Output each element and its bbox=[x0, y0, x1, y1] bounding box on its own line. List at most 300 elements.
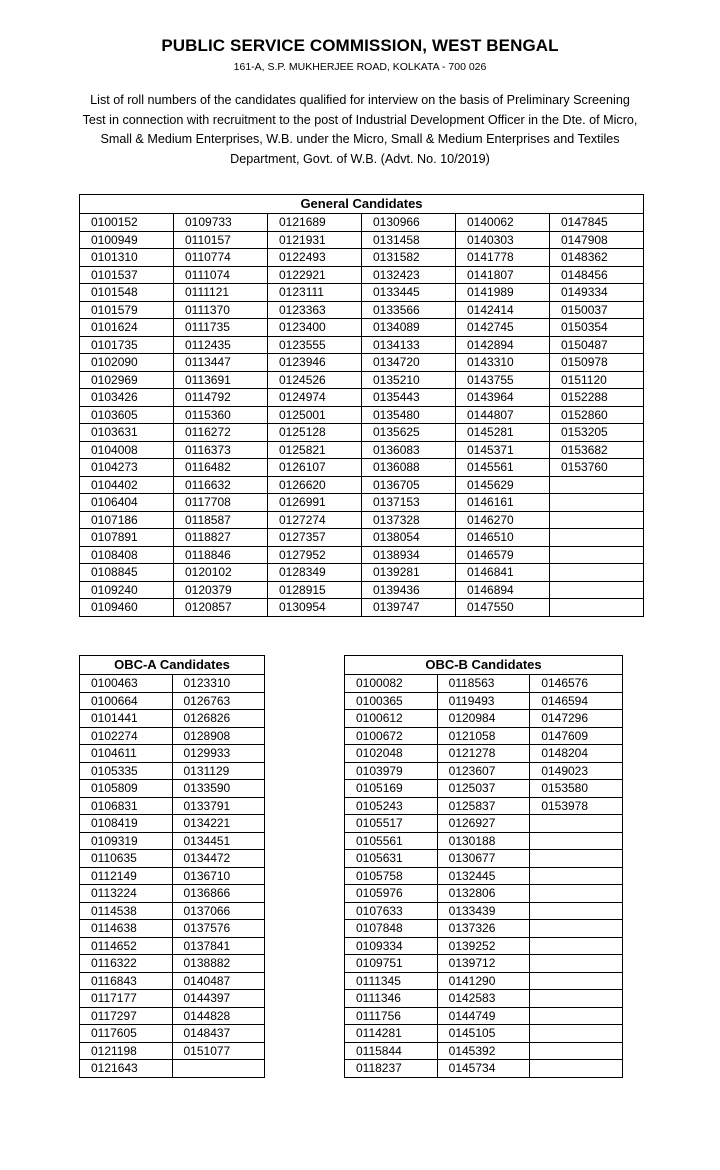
roll-number-cell: 0113224 bbox=[80, 885, 173, 903]
roll-number-cell: 0106831 bbox=[80, 797, 173, 815]
roll-number-cell: 0147845 bbox=[550, 214, 644, 232]
roll-number-cell: 0117605 bbox=[80, 1025, 173, 1043]
roll-number-cell: 0105243 bbox=[345, 797, 438, 815]
roll-number-cell: 0114638 bbox=[80, 920, 173, 938]
table-row bbox=[80, 266, 644, 284]
table-row bbox=[80, 529, 644, 547]
roll-number-cell: 0101579 bbox=[80, 301, 174, 319]
roll-number-cell: 0134133 bbox=[362, 336, 456, 354]
table-row bbox=[80, 1007, 265, 1025]
table-row bbox=[345, 762, 623, 780]
roll-number-cell: 0120102 bbox=[174, 564, 268, 582]
roll-number-cell: 0123946 bbox=[268, 354, 362, 372]
roll-number-cell: 0148204 bbox=[530, 745, 623, 763]
table-row bbox=[80, 710, 265, 728]
roll-number-cell: 0129933 bbox=[172, 745, 265, 763]
roll-number-cell bbox=[530, 1060, 623, 1078]
roll-number-cell: 0145392 bbox=[437, 1042, 530, 1060]
roll-number-cell: 0101735 bbox=[80, 336, 174, 354]
roll-number-cell: 0130966 bbox=[362, 214, 456, 232]
roll-number-cell: 0145105 bbox=[437, 1025, 530, 1043]
roll-number-cell: 0152288 bbox=[550, 389, 644, 407]
roll-number-cell: 0138054 bbox=[362, 529, 456, 547]
roll-number-cell: 0150354 bbox=[550, 319, 644, 337]
roll-number-cell: 0121931 bbox=[268, 231, 362, 249]
roll-number-cell: 0101537 bbox=[80, 266, 174, 284]
roll-number-cell bbox=[550, 564, 644, 582]
roll-number-cell: 0107891 bbox=[80, 529, 174, 547]
roll-number-cell: 0137576 bbox=[172, 920, 265, 938]
roll-number-cell: 0141290 bbox=[437, 972, 530, 990]
roll-number-cell: 0116373 bbox=[174, 441, 268, 459]
roll-number-cell: 0140487 bbox=[172, 972, 265, 990]
table-row bbox=[345, 832, 623, 850]
roll-number-cell: 0127357 bbox=[268, 529, 362, 547]
roll-number-cell: 0100463 bbox=[80, 675, 173, 693]
roll-number-cell: 0153760 bbox=[550, 459, 644, 477]
roll-number-cell: 0112149 bbox=[80, 867, 173, 885]
roll-number-cell: 0128908 bbox=[172, 727, 265, 745]
roll-number-cell: 0111121 bbox=[174, 284, 268, 302]
roll-number-cell: 0123363 bbox=[268, 301, 362, 319]
roll-number-cell: 0112435 bbox=[174, 336, 268, 354]
roll-number-cell: 0115844 bbox=[345, 1042, 438, 1060]
roll-number-cell: 0104008 bbox=[80, 441, 174, 459]
roll-number-cell: 0133566 bbox=[362, 301, 456, 319]
roll-number-cell: 0117708 bbox=[174, 494, 268, 512]
roll-number-cell: 0117177 bbox=[80, 990, 173, 1008]
roll-number-cell bbox=[530, 1042, 623, 1060]
roll-number-cell: 0111074 bbox=[174, 266, 268, 284]
roll-number-cell: 0114538 bbox=[80, 902, 173, 920]
roll-number-cell: 0104611 bbox=[80, 745, 173, 763]
roll-number-cell: 0146894 bbox=[456, 581, 550, 599]
roll-number-cell: 0107848 bbox=[345, 920, 438, 938]
roll-number-cell: 0126107 bbox=[268, 459, 362, 477]
roll-number-cell: 0109240 bbox=[80, 581, 174, 599]
general-candidates-heading: General Candidates bbox=[80, 195, 644, 214]
table-row bbox=[80, 780, 265, 798]
table-row bbox=[345, 850, 623, 868]
roll-number-cell: 0132423 bbox=[362, 266, 456, 284]
commission-address: 161-A, S.P. MUKHERJEE ROAD, KOLKATA - 700 026 bbox=[233, 61, 487, 73]
roll-number-cell: 0120379 bbox=[174, 581, 268, 599]
roll-number-cell: 0144397 bbox=[172, 990, 265, 1008]
table-row bbox=[80, 972, 265, 990]
table-row bbox=[80, 1060, 265, 1078]
roll-number-cell: 0124526 bbox=[268, 371, 362, 389]
roll-number-cell bbox=[550, 511, 644, 529]
roll-number-cell: 0100152 bbox=[80, 214, 174, 232]
roll-number-cell: 0150487 bbox=[550, 336, 644, 354]
roll-number-cell: 0100612 bbox=[345, 710, 438, 728]
table-row bbox=[80, 762, 265, 780]
roll-number-cell: 0146270 bbox=[456, 511, 550, 529]
roll-number-cell: 0114652 bbox=[80, 937, 173, 955]
roll-number-cell: 0120984 bbox=[437, 710, 530, 728]
roll-number-cell: 0116322 bbox=[80, 955, 173, 973]
roll-number-cell: 0126991 bbox=[268, 494, 362, 512]
roll-number-cell: 0147908 bbox=[550, 231, 644, 249]
roll-number-cell: 0140303 bbox=[456, 231, 550, 249]
obc-b-candidates-heading: OBC-B Candidates bbox=[345, 656, 623, 675]
roll-number-cell bbox=[550, 529, 644, 547]
table-row bbox=[80, 319, 644, 337]
roll-number-cell: 0149023 bbox=[530, 762, 623, 780]
roll-number-cell: 0145734 bbox=[437, 1060, 530, 1078]
roll-number-cell: 0100672 bbox=[345, 727, 438, 745]
table-row bbox=[80, 745, 265, 763]
roll-number-cell bbox=[550, 494, 644, 512]
roll-number-cell: 0127952 bbox=[268, 546, 362, 564]
roll-number-cell: 0122921 bbox=[268, 266, 362, 284]
roll-number-cell: 0130954 bbox=[268, 599, 362, 617]
roll-number-cell: 0110635 bbox=[80, 850, 173, 868]
roll-number-cell: 0144749 bbox=[437, 1007, 530, 1025]
roll-number-cell: 0101548 bbox=[80, 284, 174, 302]
table-row bbox=[80, 850, 265, 868]
roll-number-cell: 0116843 bbox=[80, 972, 173, 990]
roll-number-cell: 0103631 bbox=[80, 424, 174, 442]
roll-number-cell bbox=[530, 1007, 623, 1025]
roll-number-cell: 0141778 bbox=[456, 249, 550, 267]
table-row bbox=[345, 1007, 623, 1025]
roll-number-cell: 0136083 bbox=[362, 441, 456, 459]
table-row bbox=[80, 371, 644, 389]
table-row bbox=[80, 727, 265, 745]
roll-number-cell: 0111756 bbox=[345, 1007, 438, 1025]
roll-number-cell: 0133445 bbox=[362, 284, 456, 302]
roll-number-cell: 0123111 bbox=[268, 284, 362, 302]
roll-number-cell: 0138934 bbox=[362, 546, 456, 564]
roll-number-cell: 0100082 bbox=[345, 675, 438, 693]
roll-number-cell: 0122493 bbox=[268, 249, 362, 267]
table-row bbox=[345, 727, 623, 745]
roll-number-cell: 0135443 bbox=[362, 389, 456, 407]
table-row bbox=[80, 441, 644, 459]
roll-number-cell: 0136710 bbox=[172, 867, 265, 885]
roll-number-cell: 0109733 bbox=[174, 214, 268, 232]
roll-number-cell: 0104273 bbox=[80, 459, 174, 477]
roll-number-cell: 0118827 bbox=[174, 529, 268, 547]
roll-number-cell: 0149334 bbox=[550, 284, 644, 302]
roll-number-cell: 0145561 bbox=[456, 459, 550, 477]
roll-number-cell: 0114792 bbox=[174, 389, 268, 407]
roll-number-cell: 0102274 bbox=[80, 727, 173, 745]
roll-number-cell: 0127274 bbox=[268, 511, 362, 529]
table-row bbox=[345, 972, 623, 990]
roll-number-cell: 0153205 bbox=[550, 424, 644, 442]
roll-number-cell: 0125001 bbox=[268, 406, 362, 424]
roll-number-cell: 0101624 bbox=[80, 319, 174, 337]
roll-number-cell: 0109319 bbox=[80, 832, 173, 850]
roll-number-cell: 0134451 bbox=[172, 832, 265, 850]
table-row bbox=[80, 546, 644, 564]
roll-number-cell: 0147609 bbox=[530, 727, 623, 745]
roll-number-cell: 0135625 bbox=[362, 424, 456, 442]
roll-number-cell: 0101310 bbox=[80, 249, 174, 267]
table-row bbox=[80, 815, 265, 833]
roll-number-cell: 0148437 bbox=[172, 1025, 265, 1043]
roll-number-cell: 0125821 bbox=[268, 441, 362, 459]
roll-number-cell: 0105976 bbox=[345, 885, 438, 903]
roll-number-cell: 0153978 bbox=[530, 797, 623, 815]
obc-b-candidates-table bbox=[344, 655, 623, 1078]
roll-number-cell: 0142745 bbox=[456, 319, 550, 337]
roll-number-cell: 0111735 bbox=[174, 319, 268, 337]
roll-number-cell bbox=[530, 885, 623, 903]
roll-number-cell: 0118563 bbox=[437, 675, 530, 693]
table-row bbox=[80, 564, 644, 582]
roll-number-cell bbox=[530, 815, 623, 833]
roll-number-cell: 0128915 bbox=[268, 581, 362, 599]
table-row bbox=[345, 1025, 623, 1043]
table-row bbox=[345, 937, 623, 955]
table-row bbox=[80, 494, 644, 512]
roll-number-cell: 0135210 bbox=[362, 371, 456, 389]
roll-number-cell: 0101441 bbox=[80, 710, 173, 728]
roll-number-cell: 0109460 bbox=[80, 599, 174, 617]
roll-number-cell: 0102090 bbox=[80, 354, 174, 372]
roll-number-cell: 0105758 bbox=[345, 867, 438, 885]
table-row bbox=[345, 675, 623, 693]
roll-number-cell: 0136705 bbox=[362, 476, 456, 494]
roll-number-cell: 0105169 bbox=[345, 780, 438, 798]
roll-number-cell: 0124974 bbox=[268, 389, 362, 407]
roll-number-cell: 0139436 bbox=[362, 581, 456, 599]
roll-number-cell: 0121198 bbox=[80, 1042, 173, 1060]
roll-number-cell: 0147550 bbox=[456, 599, 550, 617]
table-row bbox=[345, 780, 623, 798]
roll-number-cell bbox=[530, 832, 623, 850]
table-row bbox=[80, 902, 265, 920]
roll-number-cell bbox=[530, 920, 623, 938]
roll-number-cell: 0131458 bbox=[362, 231, 456, 249]
roll-number-cell: 0137328 bbox=[362, 511, 456, 529]
obc-a-candidates-table bbox=[79, 655, 265, 1078]
roll-number-cell bbox=[550, 546, 644, 564]
roll-number-cell: 0151120 bbox=[550, 371, 644, 389]
table-row bbox=[80, 284, 644, 302]
roll-number-cell: 0131129 bbox=[172, 762, 265, 780]
roll-number-cell: 0104402 bbox=[80, 476, 174, 494]
table-row bbox=[345, 990, 623, 1008]
roll-number-cell: 0102048 bbox=[345, 745, 438, 763]
roll-number-cell: 0102969 bbox=[80, 371, 174, 389]
table-row bbox=[80, 1025, 265, 1043]
table-row bbox=[345, 1060, 623, 1078]
roll-number-cell: 0146841 bbox=[456, 564, 550, 582]
roll-number-cell: 0137841 bbox=[172, 937, 265, 955]
table-row bbox=[345, 867, 623, 885]
roll-number-cell: 0105631 bbox=[345, 850, 438, 868]
roll-number-cell: 0137153 bbox=[362, 494, 456, 512]
table-row bbox=[345, 692, 623, 710]
roll-number-cell: 0134221 bbox=[172, 815, 265, 833]
roll-number-cell bbox=[550, 599, 644, 617]
roll-number-cell: 0126763 bbox=[172, 692, 265, 710]
roll-number-cell: 0117297 bbox=[80, 1007, 173, 1025]
roll-number-cell: 0138882 bbox=[172, 955, 265, 973]
roll-number-cell: 0139712 bbox=[437, 955, 530, 973]
table-row bbox=[80, 692, 265, 710]
roll-number-cell: 0109751 bbox=[345, 955, 438, 973]
roll-number-cell: 0116482 bbox=[174, 459, 268, 477]
roll-number-cell: 0120857 bbox=[174, 599, 268, 617]
roll-number-cell: 0142414 bbox=[456, 301, 550, 319]
roll-number-cell: 0116632 bbox=[174, 476, 268, 494]
table-row bbox=[80, 1042, 265, 1060]
roll-number-cell: 0105517 bbox=[345, 815, 438, 833]
roll-number-cell: 0100365 bbox=[345, 692, 438, 710]
table-row bbox=[80, 867, 265, 885]
roll-number-cell: 0140062 bbox=[456, 214, 550, 232]
table-row bbox=[80, 406, 644, 424]
roll-number-cell: 0103426 bbox=[80, 389, 174, 407]
roll-number-cell: 0105335 bbox=[80, 762, 173, 780]
roll-number-cell: 0107633 bbox=[345, 902, 438, 920]
table-row bbox=[80, 581, 644, 599]
roll-number-cell: 0134720 bbox=[362, 354, 456, 372]
roll-number-cell: 0126620 bbox=[268, 476, 362, 494]
roll-number-cell: 0130677 bbox=[437, 850, 530, 868]
roll-number-cell: 0146576 bbox=[530, 675, 623, 693]
roll-number-cell: 0145629 bbox=[456, 476, 550, 494]
list-description: List of roll numbers of the candidates qualified for interview on the basis of Preliminary Screening Test in connection with recruitment to the post of Industrial Development Officer in the Dte. of Micro, Small & Medium Enterprises, W.B. under the Micro, Small & Medium Enterprises and Textiles Department, Govt. of W.B. (Advt. No. 10/2019) bbox=[82, 93, 638, 166]
roll-number-cell: 0109334 bbox=[345, 937, 438, 955]
roll-number-cell: 0150978 bbox=[550, 354, 644, 372]
roll-number-cell bbox=[172, 1060, 265, 1078]
roll-number-cell: 0125837 bbox=[437, 797, 530, 815]
table-row bbox=[80, 920, 265, 938]
table-row bbox=[80, 389, 644, 407]
table-row bbox=[80, 675, 265, 693]
roll-number-cell: 0115360 bbox=[174, 406, 268, 424]
roll-number-cell: 0110774 bbox=[174, 249, 268, 267]
roll-number-cell: 0123310 bbox=[172, 675, 265, 693]
roll-number-cell: 0131582 bbox=[362, 249, 456, 267]
roll-number-cell: 0152860 bbox=[550, 406, 644, 424]
roll-number-cell: 0143310 bbox=[456, 354, 550, 372]
obc-a-candidates-heading: OBC-A Candidates bbox=[80, 656, 265, 675]
roll-number-cell: 0145371 bbox=[456, 441, 550, 459]
roll-number-cell: 0116272 bbox=[174, 424, 268, 442]
table-row bbox=[80, 249, 644, 267]
roll-number-cell: 0137066 bbox=[172, 902, 265, 920]
roll-number-cell: 0121643 bbox=[80, 1060, 173, 1078]
roll-number-cell: 0143964 bbox=[456, 389, 550, 407]
roll-number-cell: 0107186 bbox=[80, 511, 174, 529]
roll-number-cell: 0110157 bbox=[174, 231, 268, 249]
roll-number-cell: 0150037 bbox=[550, 301, 644, 319]
general-candidates-table bbox=[79, 194, 644, 617]
roll-number-cell bbox=[530, 1025, 623, 1043]
roll-number-cell: 0142583 bbox=[437, 990, 530, 1008]
roll-number-cell bbox=[550, 581, 644, 599]
roll-number-cell: 0126927 bbox=[437, 815, 530, 833]
roll-number-cell: 0132806 bbox=[437, 885, 530, 903]
roll-number-cell: 0144807 bbox=[456, 406, 550, 424]
roll-number-cell: 0119493 bbox=[437, 692, 530, 710]
table-row bbox=[80, 476, 644, 494]
table-row bbox=[80, 231, 644, 249]
roll-number-cell: 0139747 bbox=[362, 599, 456, 617]
table-row bbox=[80, 797, 265, 815]
roll-number-cell bbox=[550, 476, 644, 494]
table-row bbox=[345, 885, 623, 903]
table-row bbox=[80, 354, 644, 372]
roll-number-cell: 0137326 bbox=[437, 920, 530, 938]
roll-number-cell: 0105809 bbox=[80, 780, 173, 798]
roll-number-cell: 0105561 bbox=[345, 832, 438, 850]
roll-number-cell: 0106404 bbox=[80, 494, 174, 512]
table-row bbox=[80, 990, 265, 1008]
roll-number-cell: 0118587 bbox=[174, 511, 268, 529]
roll-number-cell bbox=[530, 867, 623, 885]
roll-number-cell: 0134089 bbox=[362, 319, 456, 337]
table-row bbox=[345, 815, 623, 833]
roll-number-cell: 0134472 bbox=[172, 850, 265, 868]
roll-number-cell: 0108419 bbox=[80, 815, 173, 833]
table-row bbox=[80, 459, 644, 477]
roll-number-cell: 0133590 bbox=[172, 780, 265, 798]
roll-number-cell: 0139281 bbox=[362, 564, 456, 582]
roll-number-cell: 0153580 bbox=[530, 780, 623, 798]
table-row bbox=[80, 955, 265, 973]
roll-number-cell: 0136866 bbox=[172, 885, 265, 903]
table-row bbox=[80, 214, 644, 232]
roll-number-cell: 0153682 bbox=[550, 441, 644, 459]
roll-number-cell: 0148362 bbox=[550, 249, 644, 267]
table-row bbox=[80, 885, 265, 903]
table-row bbox=[345, 710, 623, 728]
roll-number-cell: 0111345 bbox=[345, 972, 438, 990]
roll-number-cell: 0146579 bbox=[456, 546, 550, 564]
roll-number-cell: 0125128 bbox=[268, 424, 362, 442]
roll-number-cell: 0146594 bbox=[530, 692, 623, 710]
roll-number-cell: 0139252 bbox=[437, 937, 530, 955]
roll-number-cell: 0123555 bbox=[268, 336, 362, 354]
table-row bbox=[345, 745, 623, 763]
roll-number-cell: 0146510 bbox=[456, 529, 550, 547]
roll-number-cell: 0103979 bbox=[345, 762, 438, 780]
roll-number-cell: 0114281 bbox=[345, 1025, 438, 1043]
roll-number-cell: 0141807 bbox=[456, 266, 550, 284]
table-row bbox=[80, 937, 265, 955]
roll-number-cell: 0111346 bbox=[345, 990, 438, 1008]
roll-number-cell bbox=[530, 850, 623, 868]
roll-number-cell: 0151077 bbox=[172, 1042, 265, 1060]
roll-number-cell: 0146161 bbox=[456, 494, 550, 512]
roll-number-cell bbox=[530, 937, 623, 955]
roll-number-cell: 0123607 bbox=[437, 762, 530, 780]
roll-number-cell: 0118237 bbox=[345, 1060, 438, 1078]
roll-number-cell: 0121278 bbox=[437, 745, 530, 763]
table-row bbox=[80, 511, 644, 529]
table-row bbox=[80, 832, 265, 850]
table-row bbox=[80, 599, 644, 617]
roll-number-cell: 0133791 bbox=[172, 797, 265, 815]
roll-number-cell bbox=[530, 990, 623, 1008]
table-row bbox=[345, 955, 623, 973]
roll-number-cell: 0145281 bbox=[456, 424, 550, 442]
roll-number-cell: 0108845 bbox=[80, 564, 174, 582]
roll-number-cell: 0121058 bbox=[437, 727, 530, 745]
roll-number-cell: 0147296 bbox=[530, 710, 623, 728]
roll-number-cell: 0108408 bbox=[80, 546, 174, 564]
roll-number-cell: 0113691 bbox=[174, 371, 268, 389]
table-row bbox=[345, 902, 623, 920]
